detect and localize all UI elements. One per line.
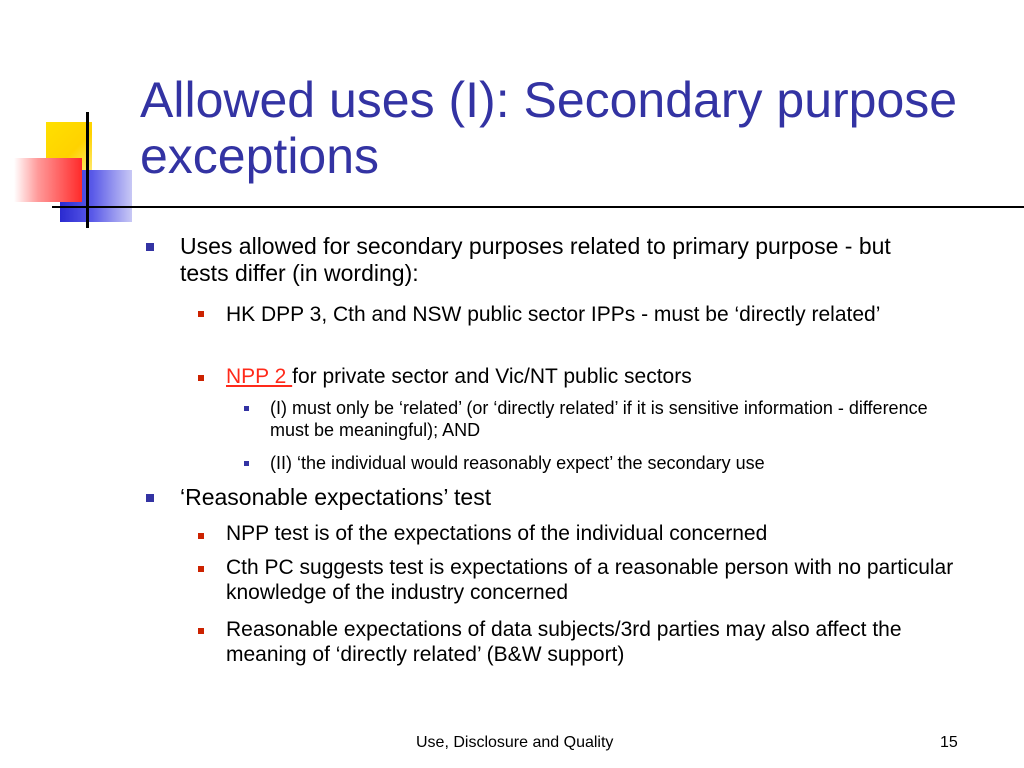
bullet-item: [270, 452, 930, 474]
bullet-item: [226, 555, 976, 605]
bullet-marker-icon: [198, 311, 204, 317]
bullet-marker-icon: [198, 566, 204, 572]
bullet-item: [226, 521, 946, 546]
bullet-marker-icon: [146, 243, 154, 251]
bullet-item: [180, 484, 920, 511]
title-underline-rule: [52, 206, 1024, 208]
bullet-item: [226, 364, 946, 389]
bullet-marker-icon: [146, 494, 154, 502]
bullet-marker-icon: [198, 375, 204, 381]
bullet-text: NPP test is of the expectations of the individual concerned: [226, 522, 768, 545]
bullet-text: ‘Reasonable expectations’ test: [180, 484, 492, 510]
bullet-marker-icon: [244, 461, 249, 466]
red-square-shape: [14, 158, 82, 202]
footer-label: Use, Disclosure and Quality: [416, 734, 614, 751]
bullet-text: Reasonable expectations of data subjects/3rd parties may also affect the meaning of ‘directly related’ (B&W support): [226, 618, 902, 666]
page-number: 15: [940, 734, 958, 751]
bullet-text: (II) ‘the individual would reasonably expect’ the secondary use: [270, 453, 765, 473]
corner-decoration-graphic: [0, 0, 140, 240]
bullet-text: Uses allowed for secondary purposes related to primary purpose - but tests differ (in wording):: [180, 233, 891, 286]
bullet-text: Cth PC suggests test is expectations of a reasonable person with no particular knowledge of the industry concerned: [226, 556, 954, 604]
bullet-marker-icon: [198, 628, 204, 634]
bullet-item: [226, 617, 956, 667]
bullet-text: for private sector and Vic/NT public sectors: [292, 365, 692, 388]
bullet-text: HK DPP 3, Cth and NSW public sector IPPs - must be ‘directly related’: [226, 303, 881, 326]
bullet-item: [226, 302, 946, 327]
bullet-item: [180, 233, 920, 287]
slide-title: Allowed uses (I): Secondary purpose exceptions: [140, 72, 958, 184]
bullet-text: (I) must only be ‘related’ (or ‘directly related’ if it is sensitive information - difference must be meaningful); AND: [270, 398, 928, 440]
bullet-item: [270, 397, 930, 441]
npp2-link[interactable]: NPP 2: [226, 365, 293, 388]
bullet-marker-icon: [198, 533, 204, 539]
vertical-rule: [86, 112, 89, 228]
bullet-marker-icon: [244, 406, 249, 411]
